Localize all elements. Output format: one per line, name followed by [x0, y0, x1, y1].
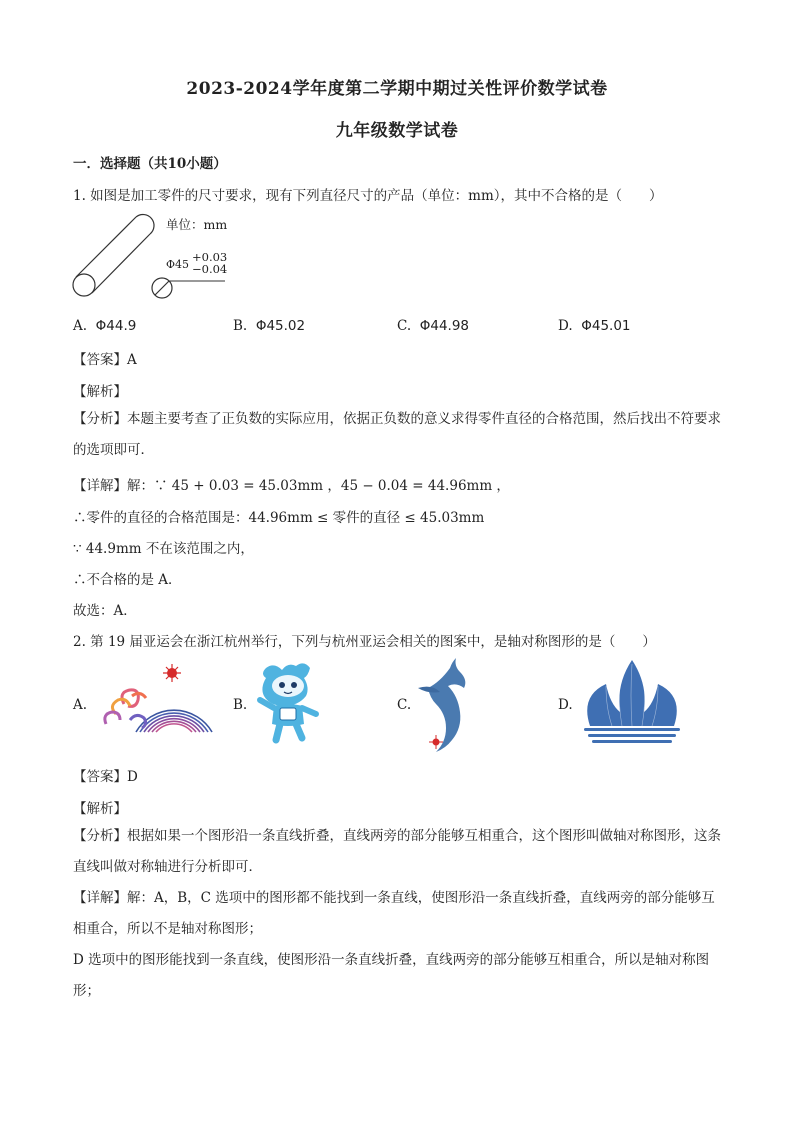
q2-option-d-image — [582, 660, 682, 752]
q1-option-a: A. Φ44.9 — [73, 318, 137, 334]
q2-answer: 【答案】D — [73, 769, 138, 785]
q1-detail-4: ∴不合格的是 A． — [73, 572, 182, 588]
q2-fenxi: 【分析】根据如果一个图形沿一条直线折叠，直线两旁的部分能够互相重合，这个图形叫做轴对称图形，这条直线叫做对称轴进行分析即可． — [73, 828, 721, 875]
figure-dim-base: Φ45 — [166, 258, 190, 271]
q1-detail-3: ∵ 44.9mm 不在该范围之内， — [73, 541, 254, 557]
q2-option-a-label: A. — [73, 697, 88, 713]
q2-option-b-label: B. — [233, 697, 248, 713]
q2-detail-2: D 选项中的图形能找到一条直线，使图形沿一条直线折叠，直线两旁的部分能够互相重合，所以是轴对称图形； — [73, 952, 710, 999]
question-2-stem: 2. 第 19 届亚运会在浙江杭州举行，下列与杭州亚运会相关的图案中，是轴对称图形的是（ ） — [73, 634, 656, 650]
q1-option-d: D. Φ45.01 — [558, 318, 631, 334]
q2-detail-1: 【详解】解：A，B，C 选项中的图形都不能找到一条直线，使图形沿一条直线折叠，直线两旁的部分能够互相重合，所以不是轴对称图形； — [73, 890, 715, 937]
q1-detail-1: 【详解】解：∵ 45 + 0.03 = 45.03mm ，45 − 0.04 = 44.96mm ， — [73, 478, 510, 494]
q2-option-b-image — [252, 660, 324, 750]
section-heading: 一．选择题（共10小题） — [73, 156, 227, 172]
q2-analysis-tag: 【解析】 — [73, 801, 127, 817]
figure-tol-upper: +0.03 — [192, 250, 228, 264]
figure-unit-label: 单位：mm — [166, 217, 228, 232]
q1-answer: 【答案】A — [73, 352, 137, 368]
page-subtitle: 九年级数学试卷 — [335, 121, 459, 141]
page-title: 2023-2024学年度第二学期中期过关性评价数学试卷 — [186, 79, 608, 99]
question-1-stem: 1. 如图是加工零件的尺寸要求，现有下列直径尺寸的产品（单位：mm），其中不合格的是（ ） — [73, 188, 663, 204]
q2-option-a-image — [96, 662, 214, 746]
q1-fenxi: 【分析】本题主要考查了正负数的实际应用，依据正负数的意义求得零件直径的合格范围，然后找出不符要求的选项即可． — [73, 411, 721, 458]
q2-option-c-label: C. — [397, 697, 412, 713]
q1-option-b: B. Φ45.02 — [233, 318, 306, 334]
q1-analysis-tag: 【解析】 — [73, 384, 127, 400]
q1-option-c: C. Φ44.98 — [397, 318, 470, 334]
q1-detail-2: ∴零件的直径的合格范围是：44.96mm ≤ 零件的直径 ≤ 45.03mm — [73, 510, 485, 526]
q1-detail-5: 故选：A． — [73, 603, 137, 619]
q2-option-d-label: D. — [558, 697, 573, 713]
figure-tolerance — [192, 251, 227, 275]
figure-tol-lower: −0.04 — [192, 262, 228, 276]
q2-option-c-image — [418, 658, 478, 758]
